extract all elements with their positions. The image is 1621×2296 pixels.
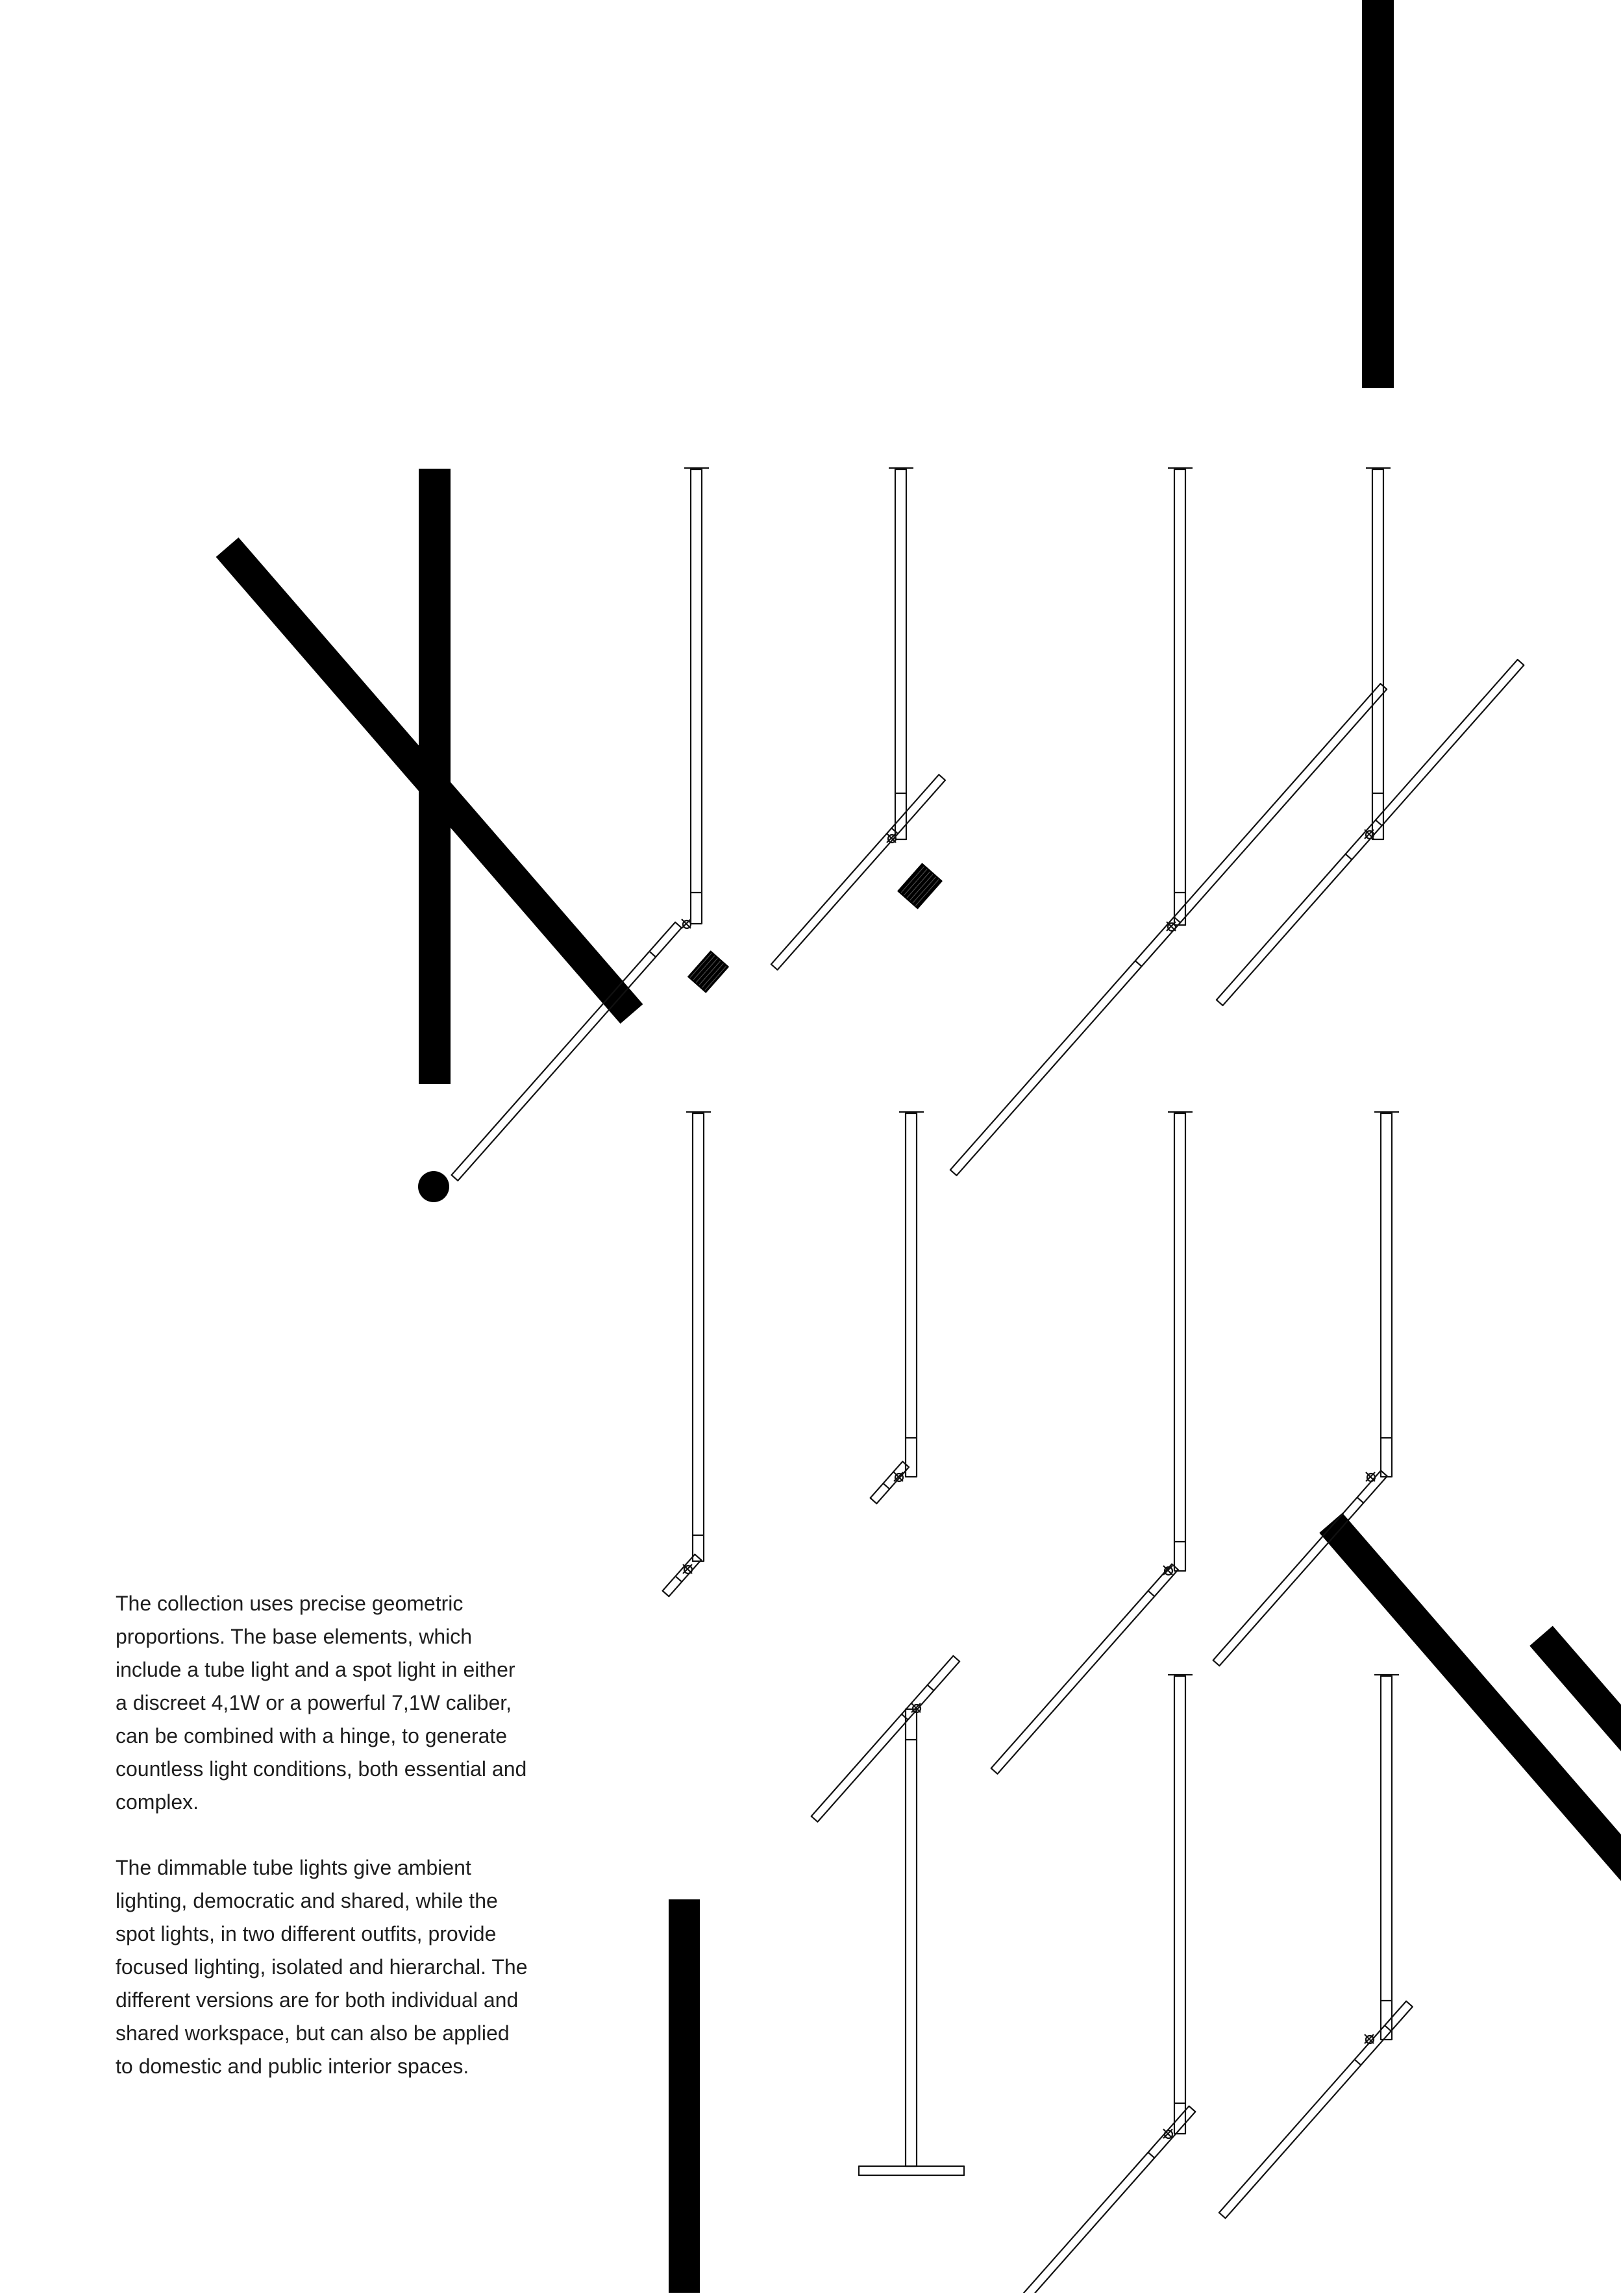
paragraph-dimmable: The dimmable tube lights give ambient lighting, democratic and shared, while the spot lights, in two different outfits, provide focused lighting, isolated and hierarchal. The different versions are for both individual and shared workspace, but can also be applied to domestic and public interior spaces. bbox=[116, 1856, 528, 2078]
right-diagonal-bar-1 bbox=[1331, 1523, 1621, 1882]
bottom-vertical-bar bbox=[669, 1899, 700, 2293]
paragraph-collection: The collection uses precise geometric proportions. The base elements, which include a tube light and a spot light in either a discreet 4,1W or a powerful 7,1W caliber, can be combined with a hinge, to generate countless light conditions, both essential and complex. bbox=[116, 1592, 527, 1814]
lamp-drawing-6 bbox=[871, 1112, 924, 1503]
lamp-drawing-5 bbox=[663, 1112, 711, 1596]
top-right-vertical-bar bbox=[1362, 0, 1394, 388]
lamp-drawing-4 bbox=[1217, 468, 1524, 1006]
description-text bbox=[116, 1587, 531, 2116]
lamp-drawing-3 bbox=[950, 468, 1387, 1176]
left-dot bbox=[418, 1171, 449, 1202]
right-diagonal-bar-2 bbox=[1541, 1636, 1621, 1753]
lamp-drawings bbox=[452, 468, 1524, 2293]
lamp-drawing-10 bbox=[993, 1675, 1195, 2293]
lamp-drawing-1 bbox=[452, 468, 728, 1181]
lamp-drawing-9-floor-lamp bbox=[811, 1656, 964, 2175]
lamp-drawing-2 bbox=[771, 468, 945, 970]
lamp-drawing-7 bbox=[991, 1112, 1193, 1774]
lamp-drawing-11 bbox=[1219, 1675, 1413, 2218]
